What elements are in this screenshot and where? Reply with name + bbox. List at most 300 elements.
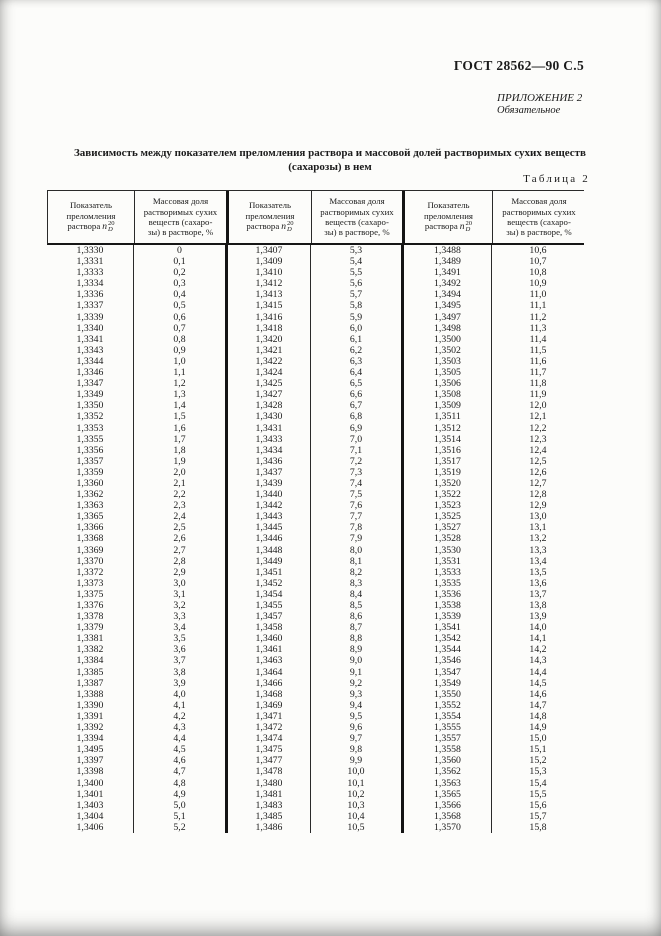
- cell-refractive-index: 1,3421: [228, 345, 311, 356]
- cell-refractive-index: 1,3390: [47, 700, 134, 711]
- cell-mass-fraction: 11,6: [529, 355, 547, 367]
- cell-refractive-index: 1,3533: [404, 567, 492, 578]
- n20d-symbol: n 20 D: [459, 220, 473, 234]
- cell-refractive-index: 1,3516: [404, 445, 492, 456]
- cell-mass-fraction: 13,8: [529, 600, 547, 611]
- cell-refractive-index: 1,3457: [228, 611, 311, 622]
- cell-mass-fraction: 2,8: [134, 556, 228, 567]
- cell-mass-fraction: 1,2: [134, 378, 228, 389]
- cell-mass-fraction: 14,4: [529, 666, 547, 678]
- cell-mass-fraction: 14,9: [529, 722, 547, 734]
- cell-mass-fraction: 14,0: [529, 622, 547, 634]
- cell-mass-fraction: 5,5: [311, 267, 404, 278]
- cell-refractive-index: 1,3489: [404, 256, 492, 267]
- cell-refractive-index: 1,3539: [404, 611, 492, 622]
- cell-mass-fraction: 4,9: [134, 789, 228, 800]
- cell-refractive-index: 1,3439: [228, 478, 311, 489]
- cell-refractive-index: 1,3409: [228, 256, 311, 267]
- cell-mass-fraction: 7,4: [311, 478, 404, 489]
- cell-mass-fraction: 3,1: [134, 589, 228, 600]
- cell-mass-fraction: 2,4: [134, 511, 228, 522]
- cell-mass-fraction: 1,8: [134, 445, 228, 456]
- cell-mass-fraction: 7,3: [311, 467, 404, 478]
- cell-refractive-index: 1,3565: [404, 789, 492, 800]
- cell-refractive-index: 1,3502: [404, 345, 492, 356]
- col-header-refractive-index: Показатель преломления раствора n 20 D: [48, 191, 135, 243]
- cell-mass-fraction: 9,8: [311, 744, 404, 755]
- cell-refractive-index: 1,3401: [47, 789, 134, 800]
- cell-refractive-index: 1,3376: [47, 600, 134, 611]
- cell-refractive-index: 1,3520: [404, 478, 492, 489]
- cell-refractive-index: 1,3495: [404, 300, 492, 311]
- table-title-line2: (сахарозы) в нем: [288, 160, 372, 173]
- cell-mass-fraction: 10,6: [529, 245, 547, 256]
- cell-refractive-index: 1,3424: [228, 367, 311, 378]
- cell-refractive-index: 1,3505: [404, 367, 492, 378]
- cell-refractive-index: 1,3352: [47, 411, 134, 422]
- cell-mass-fraction: 1,6: [134, 423, 228, 434]
- cell-mass-fraction: 10,0: [311, 766, 404, 777]
- cell-refractive-index: 1,3410: [228, 267, 311, 278]
- cell-mass-fraction: 13,1: [529, 522, 547, 534]
- cell-refractive-index: 1,3522: [404, 489, 492, 500]
- cell-refractive-index: 1,3403: [47, 800, 134, 811]
- cell-refractive-index: 1,3398: [47, 766, 134, 777]
- cell-refractive-index: 1,3536: [404, 589, 492, 600]
- cell-refractive-index: 1,3527: [404, 522, 492, 533]
- cell-refractive-index: 1,3416: [228, 312, 311, 323]
- cell-refractive-index: 1,3381: [47, 633, 134, 644]
- cell-refractive-index: 1,3549: [404, 678, 492, 689]
- cell-refractive-index: 1,3506: [404, 378, 492, 389]
- cell-refractive-index: 1,3333: [47, 267, 134, 278]
- cell-refractive-index: 1,3341: [47, 334, 134, 345]
- cell-refractive-index: 1,3400: [47, 778, 134, 789]
- cell-refractive-index: 1,3436: [228, 456, 311, 467]
- cell-refractive-index: 1,3485: [228, 811, 311, 822]
- cell-mass-fraction: 7,2: [311, 456, 404, 467]
- cell-refractive-index: 1,3337: [47, 300, 134, 311]
- cell-refractive-index: 1,3460: [228, 633, 311, 644]
- cell-refractive-index: 1,3498: [404, 323, 492, 334]
- cell-refractive-index: 1,3570: [404, 822, 492, 833]
- cell-refractive-index: 1,3363: [47, 500, 134, 511]
- cell-refractive-index: 1,3562: [404, 766, 492, 777]
- cell-mass-fraction: 12,4: [529, 444, 547, 456]
- cell-refractive-index: 1,3542: [404, 633, 492, 644]
- cell-refractive-index: 1,3455: [228, 600, 311, 611]
- cell-mass-fraction: 6,1: [311, 334, 404, 345]
- cell-mass-fraction: 10,1: [311, 778, 404, 789]
- cell-mass-fraction: 15,5: [529, 788, 547, 800]
- cell-mass-fraction: 10,9: [529, 278, 547, 290]
- cell-mass-fraction: 12,3: [529, 433, 547, 445]
- cell-mass-fraction: 14,1: [529, 633, 547, 645]
- cell-refractive-index: 1,3430: [228, 411, 311, 422]
- cell-mass-fraction: 6,7: [311, 400, 404, 411]
- cell-refractive-index: 1,3519: [404, 467, 492, 478]
- cell-refractive-index: 1,3544: [404, 644, 492, 655]
- cell-mass-fraction: 11,5: [529, 344, 547, 356]
- cell-refractive-index: 1,3366: [47, 522, 134, 533]
- cell-mass-fraction: 1,7: [134, 434, 228, 445]
- cell-refractive-index: 1,3511: [404, 411, 492, 422]
- col-header-refractive-index: Показатель преломления раствора n 20 D: [229, 191, 312, 243]
- appendix-note: Обязательное: [497, 105, 561, 116]
- cell-refractive-index: 1,3360: [47, 478, 134, 489]
- cell-refractive-index: 1,3384: [47, 655, 134, 666]
- cell-mass-fraction: 14,2: [529, 644, 547, 656]
- cell-mass-fraction: 10,4: [311, 811, 404, 822]
- cell-refractive-index: 1,3560: [404, 755, 492, 766]
- cell-refractive-index: 1,3334: [47, 278, 134, 289]
- cell-mass-fraction: 5,1: [134, 811, 228, 822]
- cell-refractive-index: 1,3331: [47, 256, 134, 267]
- cell-mass-fraction: 15,0: [529, 733, 547, 745]
- cell-refractive-index: 1,3443: [228, 511, 311, 522]
- cell-refractive-index: 1,3509: [404, 400, 492, 411]
- cell-mass-fraction: 9,9: [311, 755, 404, 766]
- cell-refractive-index: 1,3372: [47, 567, 134, 578]
- cell-mass-fraction: 4,7: [134, 766, 228, 777]
- cell-mass-fraction: 2,3: [134, 500, 228, 511]
- cell-mass-fraction: 0,8: [134, 334, 228, 345]
- cell-refractive-index: 1,3530: [404, 545, 492, 556]
- cell-mass-fraction: 13,3: [529, 544, 547, 556]
- cell-mass-fraction: 3,6: [134, 644, 228, 655]
- cell-mass-fraction: 7,7: [311, 511, 404, 522]
- cell-mass-fraction: 14,8: [529, 710, 547, 722]
- cell-mass-fraction: 6,3: [311, 356, 404, 367]
- cell-mass-fraction: 0,2: [134, 267, 228, 278]
- cell-refractive-index: 1,3449: [228, 556, 311, 567]
- cell-refractive-index: 1,3406: [47, 822, 134, 833]
- cell-mass-fraction: 13,7: [529, 588, 547, 600]
- col-header-mass-fraction: Массовая доля растворимых сухих веществ (сахаро- зы) в растворе, %: [135, 191, 229, 243]
- cell-mass-fraction: 15,2: [529, 755, 547, 767]
- cell-mass-fraction: 15,4: [529, 777, 547, 789]
- cell-refractive-index: 1,3343: [47, 345, 134, 356]
- cell-mass-fraction: 2,7: [134, 545, 228, 556]
- cell-refractive-index: 1,3362: [47, 489, 134, 500]
- cell-refractive-index: 1,3344: [47, 356, 134, 367]
- cell-refractive-index: 1,3451: [228, 567, 311, 578]
- cell-mass-fraction: 11,2: [529, 311, 547, 323]
- cell-refractive-index: 1,3434: [228, 445, 311, 456]
- cell-refractive-index: 1,3497: [404, 312, 492, 323]
- cell-mass-fraction: 7,8: [311, 522, 404, 533]
- cell-mass-fraction: 10,3: [311, 800, 404, 811]
- cell-mass-fraction: 6,4: [311, 367, 404, 378]
- cell-mass-fraction: 2,0: [134, 467, 228, 478]
- cell-refractive-index: 1,3452: [228, 578, 311, 589]
- cell-mass-fraction: 14,6: [529, 688, 547, 700]
- cell-refractive-index: 1,3394: [47, 733, 134, 744]
- cell-refractive-index: 1,3552: [404, 700, 492, 711]
- cell-mass-fraction: 10,7: [529, 256, 547, 268]
- cell-refractive-index: 1,3472: [228, 722, 311, 733]
- cell-mass-fraction: 1,0: [134, 356, 228, 367]
- cell-refractive-index: 1,3466: [228, 678, 311, 689]
- cell-mass-fraction: 0,9: [134, 345, 228, 356]
- cell-mass-fraction: 3,5: [134, 633, 228, 644]
- cell-mass-fraction: 15,1: [529, 744, 547, 756]
- cell-mass-fraction: 3,9: [134, 678, 228, 689]
- cell-refractive-index: 1,3563: [404, 778, 492, 789]
- cell-mass-fraction: 5,2: [134, 822, 228, 833]
- cell-mass-fraction: 7,1: [311, 445, 404, 456]
- cell-mass-fraction: 6,2: [311, 345, 404, 356]
- col-header-mass-fraction: Массовая доля растворимых сухих веществ (сахаро- зы) в растворе, %: [502, 196, 576, 238]
- cell-mass-fraction: 7,6: [311, 500, 404, 511]
- cell-mass-fraction: 8,3: [311, 578, 404, 589]
- cell-refractive-index: 1,3339: [47, 312, 134, 323]
- cell-refractive-index: 1,3415: [228, 300, 311, 311]
- cell-mass-fraction: 6,8: [311, 411, 404, 422]
- cell-mass-fraction: 2,9: [134, 567, 228, 578]
- cell-mass-fraction: 12,7: [529, 477, 547, 489]
- cell-refractive-index: 1,3353: [47, 423, 134, 434]
- cell-mass-fraction: 3,7: [134, 655, 228, 666]
- cell-refractive-index: 1,3378: [47, 611, 134, 622]
- col-header-mass-fraction: Массовая доля растворимых сухих веществ (сахаро- зы) в растворе, %: [312, 191, 405, 243]
- cell-refractive-index: 1,3427: [228, 389, 311, 400]
- cell-mass-fraction: 9,0: [311, 655, 404, 666]
- cell-mass-fraction: 13,0: [529, 511, 547, 523]
- cell-refractive-index: 1,3413: [228, 289, 311, 300]
- cell-mass-fraction: 7,9: [311, 533, 404, 544]
- cell-mass-fraction: 8,4: [311, 589, 404, 600]
- cell-mass-fraction: 0,7: [134, 323, 228, 334]
- table-header-row: [47, 190, 584, 245]
- cell-refractive-index: 1,3359: [47, 467, 134, 478]
- cell-mass-fraction: 7,5: [311, 489, 404, 500]
- cell-mass-fraction: 8,5: [311, 600, 404, 611]
- cell-mass-fraction: 4,1: [134, 700, 228, 711]
- appendix-block: [497, 92, 582, 117]
- cell-refractive-index: 1,3336: [47, 289, 134, 300]
- cell-refractive-index: 1,3397: [47, 755, 134, 766]
- cell-refractive-index: 1,3475: [228, 744, 311, 755]
- cell-mass-fraction: 12,1: [529, 411, 547, 423]
- cell-refractive-index: 1,3433: [228, 434, 311, 445]
- cell-refractive-index: 1,3373: [47, 578, 134, 589]
- cell-mass-fraction: 3,8: [134, 667, 228, 678]
- cell-mass-fraction: 8,0: [311, 545, 404, 556]
- col-header-refractive-index: Показатель преломления раствора n 20 D: [405, 191, 493, 243]
- cell-mass-fraction: 9,1: [311, 667, 404, 678]
- cell-refractive-index: 1,3356: [47, 445, 134, 456]
- cell-refractive-index: 1,3528: [404, 533, 492, 544]
- cell-refractive-index: 1,3525: [404, 511, 492, 522]
- cell-mass-fraction: 15,7: [529, 810, 547, 822]
- cell-mass-fraction: 13,9: [529, 611, 547, 623]
- cell-refractive-index: 1,3349: [47, 389, 134, 400]
- cell-refractive-index: 1,3557: [404, 733, 492, 744]
- cell-refractive-index: 1,3461: [228, 644, 311, 655]
- cell-refractive-index: 1,3547: [404, 667, 492, 678]
- cell-refractive-index: 1,3464: [228, 667, 311, 678]
- cell-mass-fraction: 5,9: [311, 312, 404, 323]
- cell-mass-fraction: 8,9: [311, 644, 404, 655]
- cell-refractive-index: 1,3546: [404, 655, 492, 666]
- cell-mass-fraction: 4,5: [134, 744, 228, 755]
- cell-refractive-index: 1,3512: [404, 423, 492, 434]
- cell-refractive-index: 1,3425: [228, 378, 311, 389]
- table-title-line1: Зависимость между показателем преломления раствора и массовой долей растворимых сухих веществ: [74, 147, 586, 159]
- cell-refractive-index: 1,3391: [47, 711, 134, 722]
- cell-mass-fraction: 4,8: [134, 778, 228, 789]
- n20d-symbol: n 20 D: [281, 220, 294, 234]
- cell-mass-fraction: 11,4: [529, 333, 547, 345]
- cell-mass-fraction: 0,1: [134, 256, 228, 267]
- cell-mass-fraction: 0,4: [134, 289, 228, 300]
- page-header-gost: ГОСТ 28562—90 С.5: [453, 58, 584, 73]
- cell-mass-fraction: 8,7: [311, 622, 404, 633]
- cell-mass-fraction: 4,4: [134, 733, 228, 744]
- cell-mass-fraction: 12,5: [529, 455, 547, 467]
- cell-refractive-index: 1,3448: [228, 545, 311, 556]
- data-table: [47, 190, 584, 833]
- cell-mass-fraction: 6,5: [311, 378, 404, 389]
- cell-mass-fraction: 3,3: [134, 611, 228, 622]
- cell-mass-fraction: 10,2: [311, 789, 404, 800]
- cell-mass-fraction: 9,5: [311, 711, 404, 722]
- cell-refractive-index: 1,3431: [228, 423, 311, 434]
- cell-mass-fraction: 8,1: [311, 556, 404, 567]
- cell-mass-fraction: 11,9: [529, 389, 547, 401]
- cell-mass-fraction: 14,3: [529, 655, 547, 667]
- cell-mass-fraction: 2,5: [134, 522, 228, 533]
- cell-mass-fraction: 8,2: [311, 567, 404, 578]
- cell-mass-fraction: 13,5: [529, 566, 547, 578]
- cell-mass-fraction: 4,3: [134, 722, 228, 733]
- cell-mass-fraction: 13,4: [529, 555, 547, 567]
- cell-mass-fraction: 14,7: [529, 699, 547, 711]
- cell-mass-fraction: 5,6: [311, 278, 404, 289]
- cell-mass-fraction: 6,0: [311, 323, 404, 334]
- cell-mass-fraction: 12,6: [529, 466, 547, 478]
- cell-refractive-index: 1,3387: [47, 678, 134, 689]
- cell-refractive-index: 1,3471: [228, 711, 311, 722]
- cell-refractive-index: 1,3523: [404, 500, 492, 511]
- cell-mass-fraction: 14,5: [529, 677, 547, 689]
- cell-mass-fraction: 1,1: [134, 367, 228, 378]
- cell-mass-fraction: 12,9: [529, 500, 547, 512]
- cell-mass-fraction: 9,6: [311, 722, 404, 733]
- cell-refractive-index: 1,3388: [47, 689, 134, 700]
- cell-refractive-index: 1,3495: [47, 744, 134, 755]
- cell-refractive-index: 1,3404: [47, 811, 134, 822]
- cell-refractive-index: 1,3554: [404, 711, 492, 722]
- cell-refractive-index: 1,3357: [47, 456, 134, 467]
- cell-mass-fraction: 1,3: [134, 389, 228, 400]
- cell-refractive-index: 1,3531: [404, 556, 492, 567]
- cell-mass-fraction: 8,8: [311, 633, 404, 644]
- cell-mass-fraction: 6,9: [311, 423, 404, 434]
- cell-refractive-index: 1,3346: [47, 367, 134, 378]
- cell-refractive-index: 1,3478: [228, 766, 311, 777]
- cell-refractive-index: 1,3440: [228, 489, 311, 500]
- cell-refractive-index: 1,3365: [47, 511, 134, 522]
- cell-refractive-index: 1,3379: [47, 622, 134, 633]
- cell-refractive-index: 1,3568: [404, 811, 492, 822]
- cell-refractive-index: 1,3382: [47, 644, 134, 655]
- cell-refractive-index: 1,3330: [47, 245, 134, 256]
- cell-mass-fraction: 1,5: [134, 411, 228, 422]
- cell-mass-fraction: 5,8: [311, 300, 404, 311]
- cell-refractive-index: 1,3488: [404, 245, 492, 256]
- cell-mass-fraction: 11,0: [529, 289, 547, 301]
- cell-mass-fraction: 5,4: [311, 256, 404, 267]
- cell-refractive-index: 1,3514: [404, 434, 492, 445]
- cell-mass-fraction: 0,3: [134, 278, 228, 289]
- cell-mass-fraction: 11,7: [529, 367, 547, 379]
- cell-refractive-index: 1,3442: [228, 500, 311, 511]
- cell-refractive-index: 1,3350: [47, 400, 134, 411]
- table-title: [40, 147, 620, 174]
- cell-refractive-index: 1,3437: [228, 467, 311, 478]
- cell-refractive-index: 1,3491: [404, 267, 492, 278]
- cell-mass-fraction: 3,2: [134, 600, 228, 611]
- cell-mass-fraction: 7,0: [311, 434, 404, 445]
- cell-mass-fraction: 10,5: [311, 822, 404, 833]
- cell-mass-fraction: 0: [134, 245, 228, 256]
- cell-refractive-index: 1,3412: [228, 278, 311, 289]
- cell-mass-fraction: 8,6: [311, 611, 404, 622]
- cell-refractive-index: 1,3355: [47, 434, 134, 445]
- table-body: [47, 245, 584, 833]
- cell-refractive-index: 1,3340: [47, 323, 134, 334]
- cell-refractive-index: 1,3428: [228, 400, 311, 411]
- cell-mass-fraction: 10,8: [529, 267, 547, 279]
- cell-refractive-index: 1,3454: [228, 589, 311, 600]
- cell-refractive-index: 1,3463: [228, 655, 311, 666]
- cell-refractive-index: 1,3535: [404, 578, 492, 589]
- cell-mass-fraction: 1,4: [134, 400, 228, 411]
- cell-mass-fraction: 5,3: [311, 245, 404, 256]
- cell-refractive-index: 1,3486: [228, 822, 311, 833]
- cell-refractive-index: 1,3500: [404, 334, 492, 345]
- cell-refractive-index: 1,3503: [404, 356, 492, 367]
- cell-refractive-index: 1,3541: [404, 622, 492, 633]
- table-number-label: Таблица 2: [523, 173, 590, 185]
- cell-refractive-index: 1,3392: [47, 722, 134, 733]
- cell-refractive-index: 1,3420: [228, 334, 311, 345]
- cell-refractive-index: 1,3375: [47, 589, 134, 600]
- cell-mass-fraction: 2,6: [134, 533, 228, 544]
- cell-mass-fraction: 2,2: [134, 489, 228, 500]
- cell-mass-fraction: 2,1: [134, 478, 228, 489]
- cell-mass-fraction: 0,5: [134, 300, 228, 311]
- cell-refractive-index: 1,3445: [228, 522, 311, 533]
- cell-refractive-index: 1,3492: [404, 278, 492, 289]
- cell-refractive-index: 1,3483: [228, 800, 311, 811]
- cell-mass-fraction: 9,3: [311, 689, 404, 700]
- cell-mass-fraction: 11,8: [529, 378, 547, 390]
- cell-refractive-index: 1,3370: [47, 556, 134, 567]
- cell-refractive-index: 1,3555: [404, 722, 492, 733]
- cell-refractive-index: 1,3474: [228, 733, 311, 744]
- cell-refractive-index: 1,3369: [47, 545, 134, 556]
- cell-mass-fraction: 15,8: [529, 821, 547, 833]
- cell-refractive-index: 1,3458: [228, 622, 311, 633]
- cell-refractive-index: 1,3347: [47, 378, 134, 389]
- cell-mass-fraction: 13,6: [529, 577, 547, 589]
- cell-mass-fraction: 9,7: [311, 733, 404, 744]
- cell-mass-fraction: 3,0: [134, 578, 228, 589]
- cell-refractive-index: 1,3538: [404, 600, 492, 611]
